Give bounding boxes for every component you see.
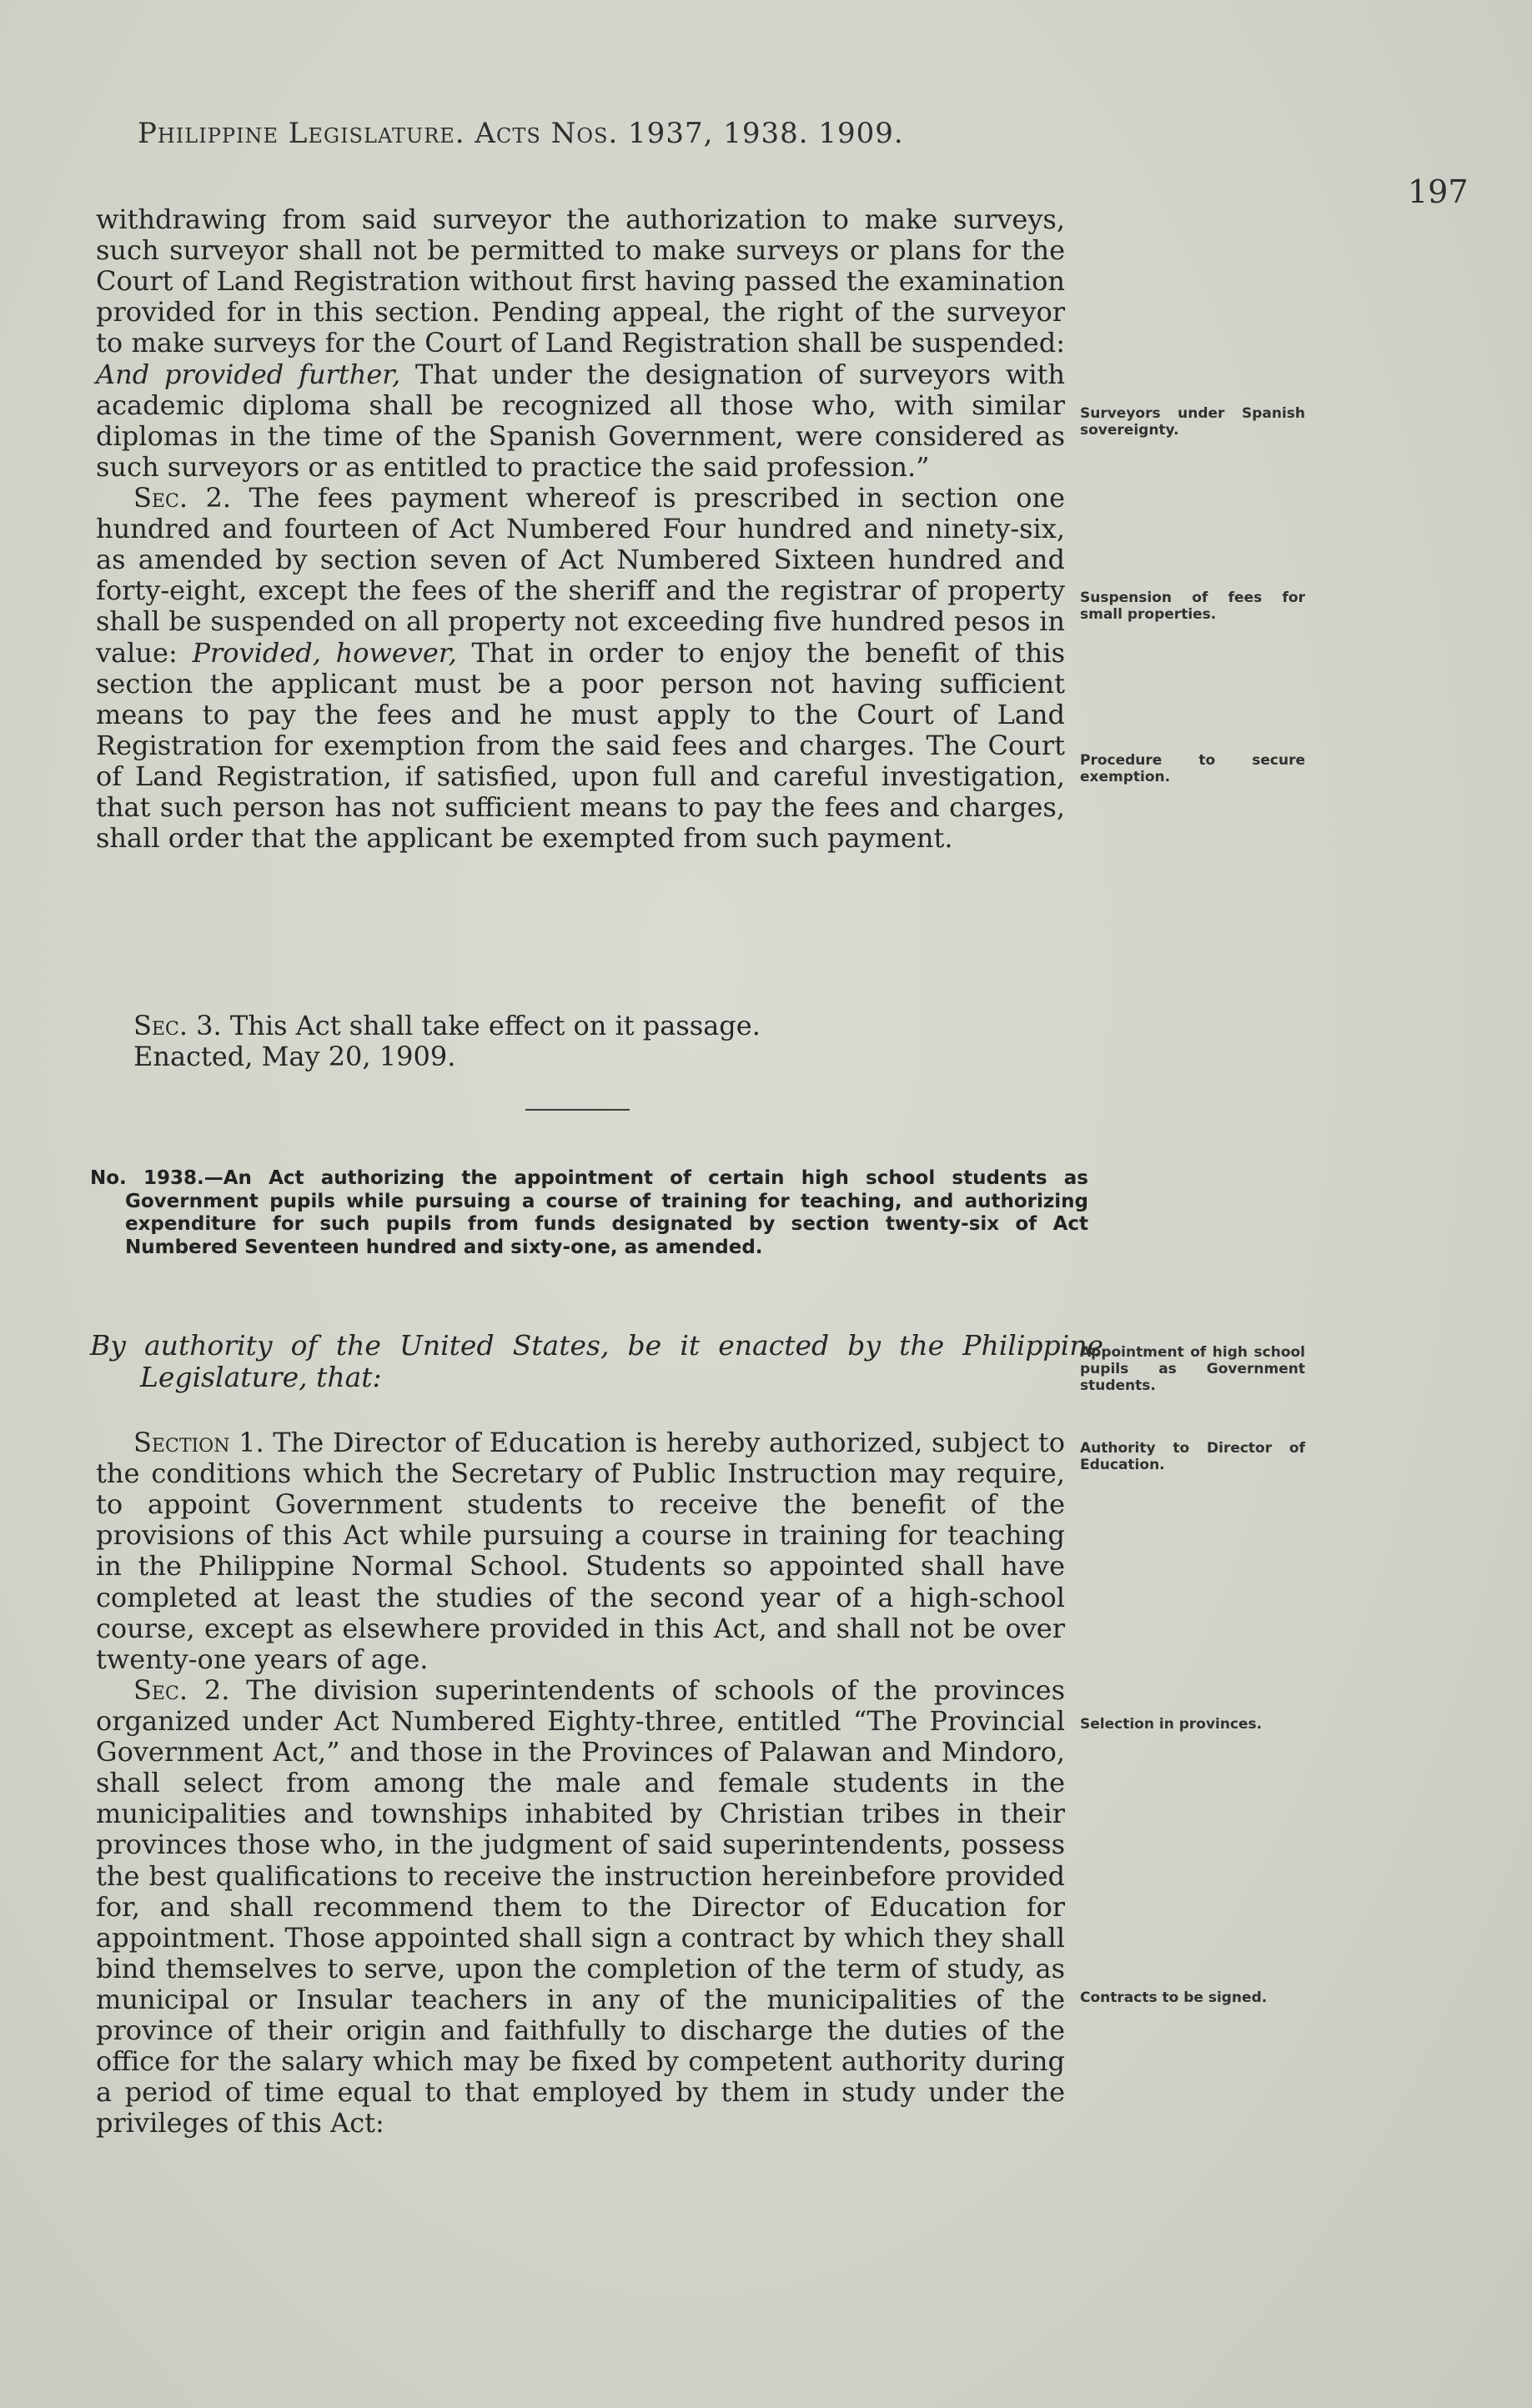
- section-2-paragraph: [96, 483, 1065, 854]
- margin-note: Surveyors under Spanish sovereignty.: [1080, 405, 1305, 439]
- paragraph-text: The division superintendents of schools of the provinces organized under Act Numbered Eighty-three, entitled “The Provincial Government Act,” and those in the Provinces of Palawan and Mindoro, shall select from among the male and female students in the municipalities and townships inhabited by Christian tribes in their provinces those who, in the judgment of said superintendents, possess the best qualifications to receive the instruction hereinbefore provided for, and shall recommend them to the Director of Education for appointment. Those appointed shall sign a contract by which they shall bind themselves to serve, upon the completion of the term of study, as municipal or Insular teachers in any of the municipalities of the province of their origin and faithfully to discharge the duties of the office for the salary which may be fixed by competent authority during a period of time equal to that employed by them in study under the privileges of this Act:: [96, 1673, 1065, 2140]
- paragraph-text: withdrawing from said surveyor the authorization to make surveys, such surveyor shall not be permitted to make surveys or plans for the Court of Land Registration without first having passed the examination provided for in this section. Pending appeal, the right of the surveyor to make surveys for the Court of Land Registration shall be suspended:: [96, 203, 1065, 359]
- paragraph-text: The fees payment whereof is prescribed in section one hundred and fourteen of Act Numbered Four hundred and ninety-six, as amended by section seven of Act Numbered Sixteen hundred and forty-eight, except the fees of the sheriff and the registrar of property shall be suspended on all property not exceeding five hundred pesos in value:: [96, 481, 1066, 669]
- margin-note: Suspension of fees for small properties.: [1080, 589, 1305, 624]
- section-3-paragraph: [96, 1011, 1065, 1041]
- paragraph-text: That under the designation of surveyors with academic diploma shall be recognized all those who, with similar diplomas in the time of the Spanish Government, were considered as such surveyors or as entitled to practice the said profession.”: [96, 358, 1066, 483]
- section-divider: [525, 1109, 630, 1111]
- section-label: Sec. 2.: [133, 481, 231, 514]
- act-1938-body: [96, 1427, 1065, 2140]
- margin-note: Appointment of high school pupils as Government students.: [1080, 1344, 1305, 1395]
- section-2-paragraph: [96, 1675, 1065, 2140]
- margin-note: Contracts to be signed.: [1080, 1989, 1268, 2006]
- section-label: Section 1.: [133, 1427, 264, 1458]
- margin-note: Selection in provinces.: [1080, 1716, 1263, 1733]
- section-1-paragraph: [96, 1427, 1065, 1675]
- enacted-date: Enacted, May 20, 1909.: [133, 1041, 456, 1073]
- paragraph-text: That in order to enjoy the benefit of this section the applicant must be a poor person not having sufficient means to pay the fees and he must apply to the Court of Land Registration for exemption from the said fees and charges. The Court of Land Registration, if satisfied, upon full and careful investigation, that such person has not sufficient means to pay the fees and charges, shall order that the applicant be exempted from such payment.: [96, 636, 1066, 855]
- section-label: Sec. 3.: [133, 1010, 222, 1041]
- margin-note: Procedure to secure exemption.: [1080, 752, 1305, 786]
- act-1937-closing: [96, 1011, 1065, 1072]
- page-number: 197: [1408, 173, 1469, 210]
- section-label: Sec. 2.: [133, 1673, 230, 1706]
- margin-note: Authority to Director of Education.: [1080, 1440, 1305, 1474]
- italic-proviso: And provided further,: [96, 358, 401, 390]
- paragraph-text: This Act shall take effect on it passage.: [229, 1010, 761, 1041]
- paragraph-text: The Director of Education is hereby authorized, subject to the conditions which the Secretary of Public Instruction may require, to appoint Government students to receive the benefit of the provisions of this Act while pursuing a course in training for teaching in the Philippine Normal School. Students so appointed shall have completed at least the studies of the second year of a high-school course, except as elsewhere provided in this Act, and shall not be over twenty-one years of age.: [96, 1427, 1066, 1675]
- enacting-clause: By authority of the United States, be it enacted by the Philippine Legislature, that:: [90, 1329, 1103, 1393]
- act-1937-continuation: [96, 204, 1065, 854]
- paragraph: [96, 204, 1065, 483]
- act-1938-title: No. 1938.—An Act authorizing the appointment of certain high school students as Government pupils while pursuing a course of training for teaching, and authorizing expenditure for such pupils from funds designated by section twenty-six of Act Numbered Seventeen hundred and sixty-one, as amended.: [90, 1167, 1088, 1258]
- italic-proviso: Provided, however,: [192, 636, 457, 669]
- running-head: Philippine Legislature. Acts Nos. 1937, 1938. 1909.: [138, 117, 904, 150]
